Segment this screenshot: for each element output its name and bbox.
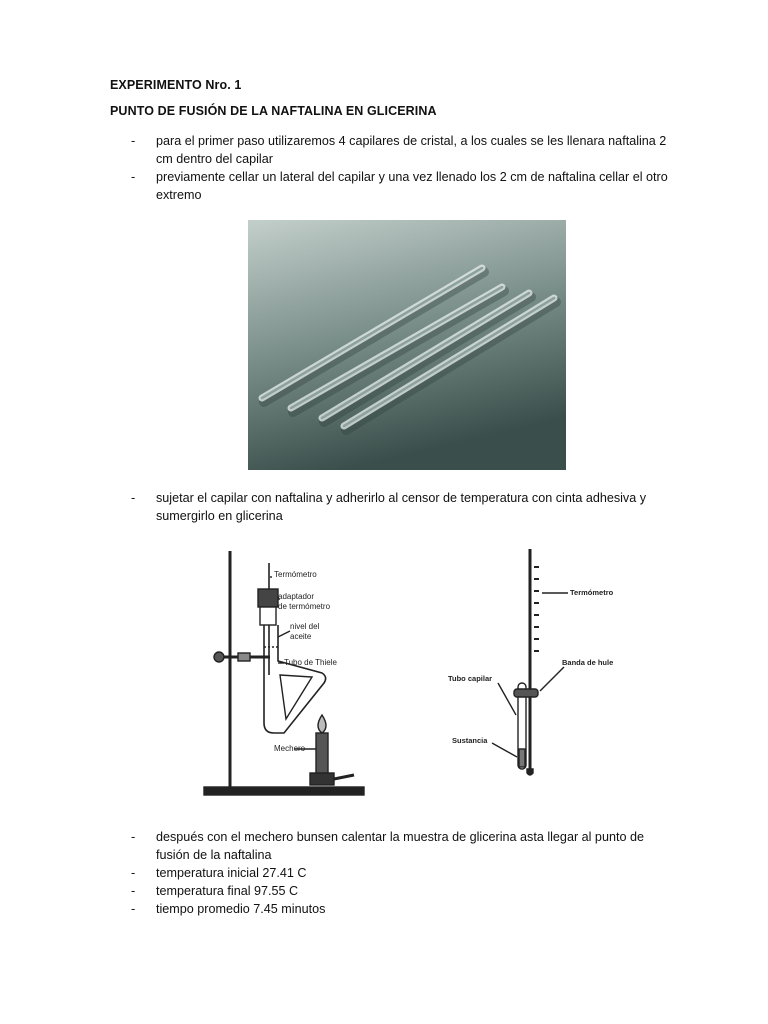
label-tubo-thiele: Tubo de Thiele bbox=[284, 658, 337, 667]
list-item-text: tiempo promedio 7.45 minutos bbox=[156, 902, 326, 916]
bullet-dash: - bbox=[131, 830, 136, 844]
list-item-text: sujetar el capilar con naftalina y adherirlo al censor de temperatura con cinta adhesiva y sumergirlo en glicerina bbox=[156, 491, 647, 523]
stand-base bbox=[204, 787, 364, 795]
bullet-dash: - bbox=[131, 866, 136, 880]
flame bbox=[318, 715, 326, 733]
bullet-dash: - bbox=[131, 884, 136, 898]
list-item bbox=[131, 864, 671, 882]
label-nivel-2: aceite bbox=[290, 632, 312, 641]
bullet-dash: - bbox=[131, 491, 136, 505]
list-item bbox=[131, 900, 671, 918]
clamp-knob bbox=[214, 652, 224, 662]
capillary-tubes-photo bbox=[248, 220, 566, 470]
list-item-text: temperatura inicial 27.41 C bbox=[156, 866, 307, 880]
label-adaptador-2: de termómetro bbox=[278, 602, 331, 611]
bullet-list-3 bbox=[131, 828, 671, 918]
thermometer-adapter bbox=[258, 589, 278, 607]
bullet-dash: - bbox=[131, 134, 136, 148]
list-item-text: previamente cellar un lateral del capilar y una vez llenado los 2 cm de naftalina cellar el otro extremo bbox=[156, 170, 668, 202]
bullet-list-2 bbox=[131, 489, 671, 525]
list-item bbox=[131, 828, 671, 864]
label-nivel-1: nivel del bbox=[290, 622, 320, 631]
list-item bbox=[131, 168, 671, 204]
list-item bbox=[131, 132, 671, 168]
document-subtitle: PUNTO DE FUSIÓN DE LA NAFTALINA EN GLICERINA bbox=[110, 104, 437, 118]
bullet-dash: - bbox=[131, 902, 136, 916]
label-termometro: Termómetro bbox=[274, 570, 317, 579]
label-termometro-right: Termómetro bbox=[570, 588, 614, 597]
bullet-list-1 bbox=[131, 132, 671, 204]
label-adaptador-1: adaptador bbox=[278, 592, 315, 601]
label-banda: Banda de hule bbox=[562, 658, 614, 667]
rubber-band bbox=[514, 689, 538, 697]
list-item bbox=[131, 489, 671, 525]
list-item-text: después con el mechero bunsen calentar la muestra de glicerina asta llegar al punto de fusión de la naftalina bbox=[156, 830, 644, 862]
label-mechero: Mechero bbox=[274, 744, 306, 753]
list-item-text: temperatura final 97.55 C bbox=[156, 884, 299, 898]
label-sustancia: Sustancia bbox=[452, 736, 488, 745]
list-item bbox=[131, 882, 671, 900]
thiele-tube-diagram bbox=[194, 543, 624, 809]
burner bbox=[316, 733, 328, 775]
bullet-dash: - bbox=[131, 170, 136, 184]
document-title: EXPERIMENTO Nro. 1 bbox=[110, 78, 242, 92]
list-item-text: para el primer paso utilizaremos 4 capilares de cristal, a los cuales se les llenara naftalina 2 cm dentro del capilar bbox=[156, 134, 667, 166]
label-tubo-capilar: Tubo capilar bbox=[448, 674, 493, 683]
